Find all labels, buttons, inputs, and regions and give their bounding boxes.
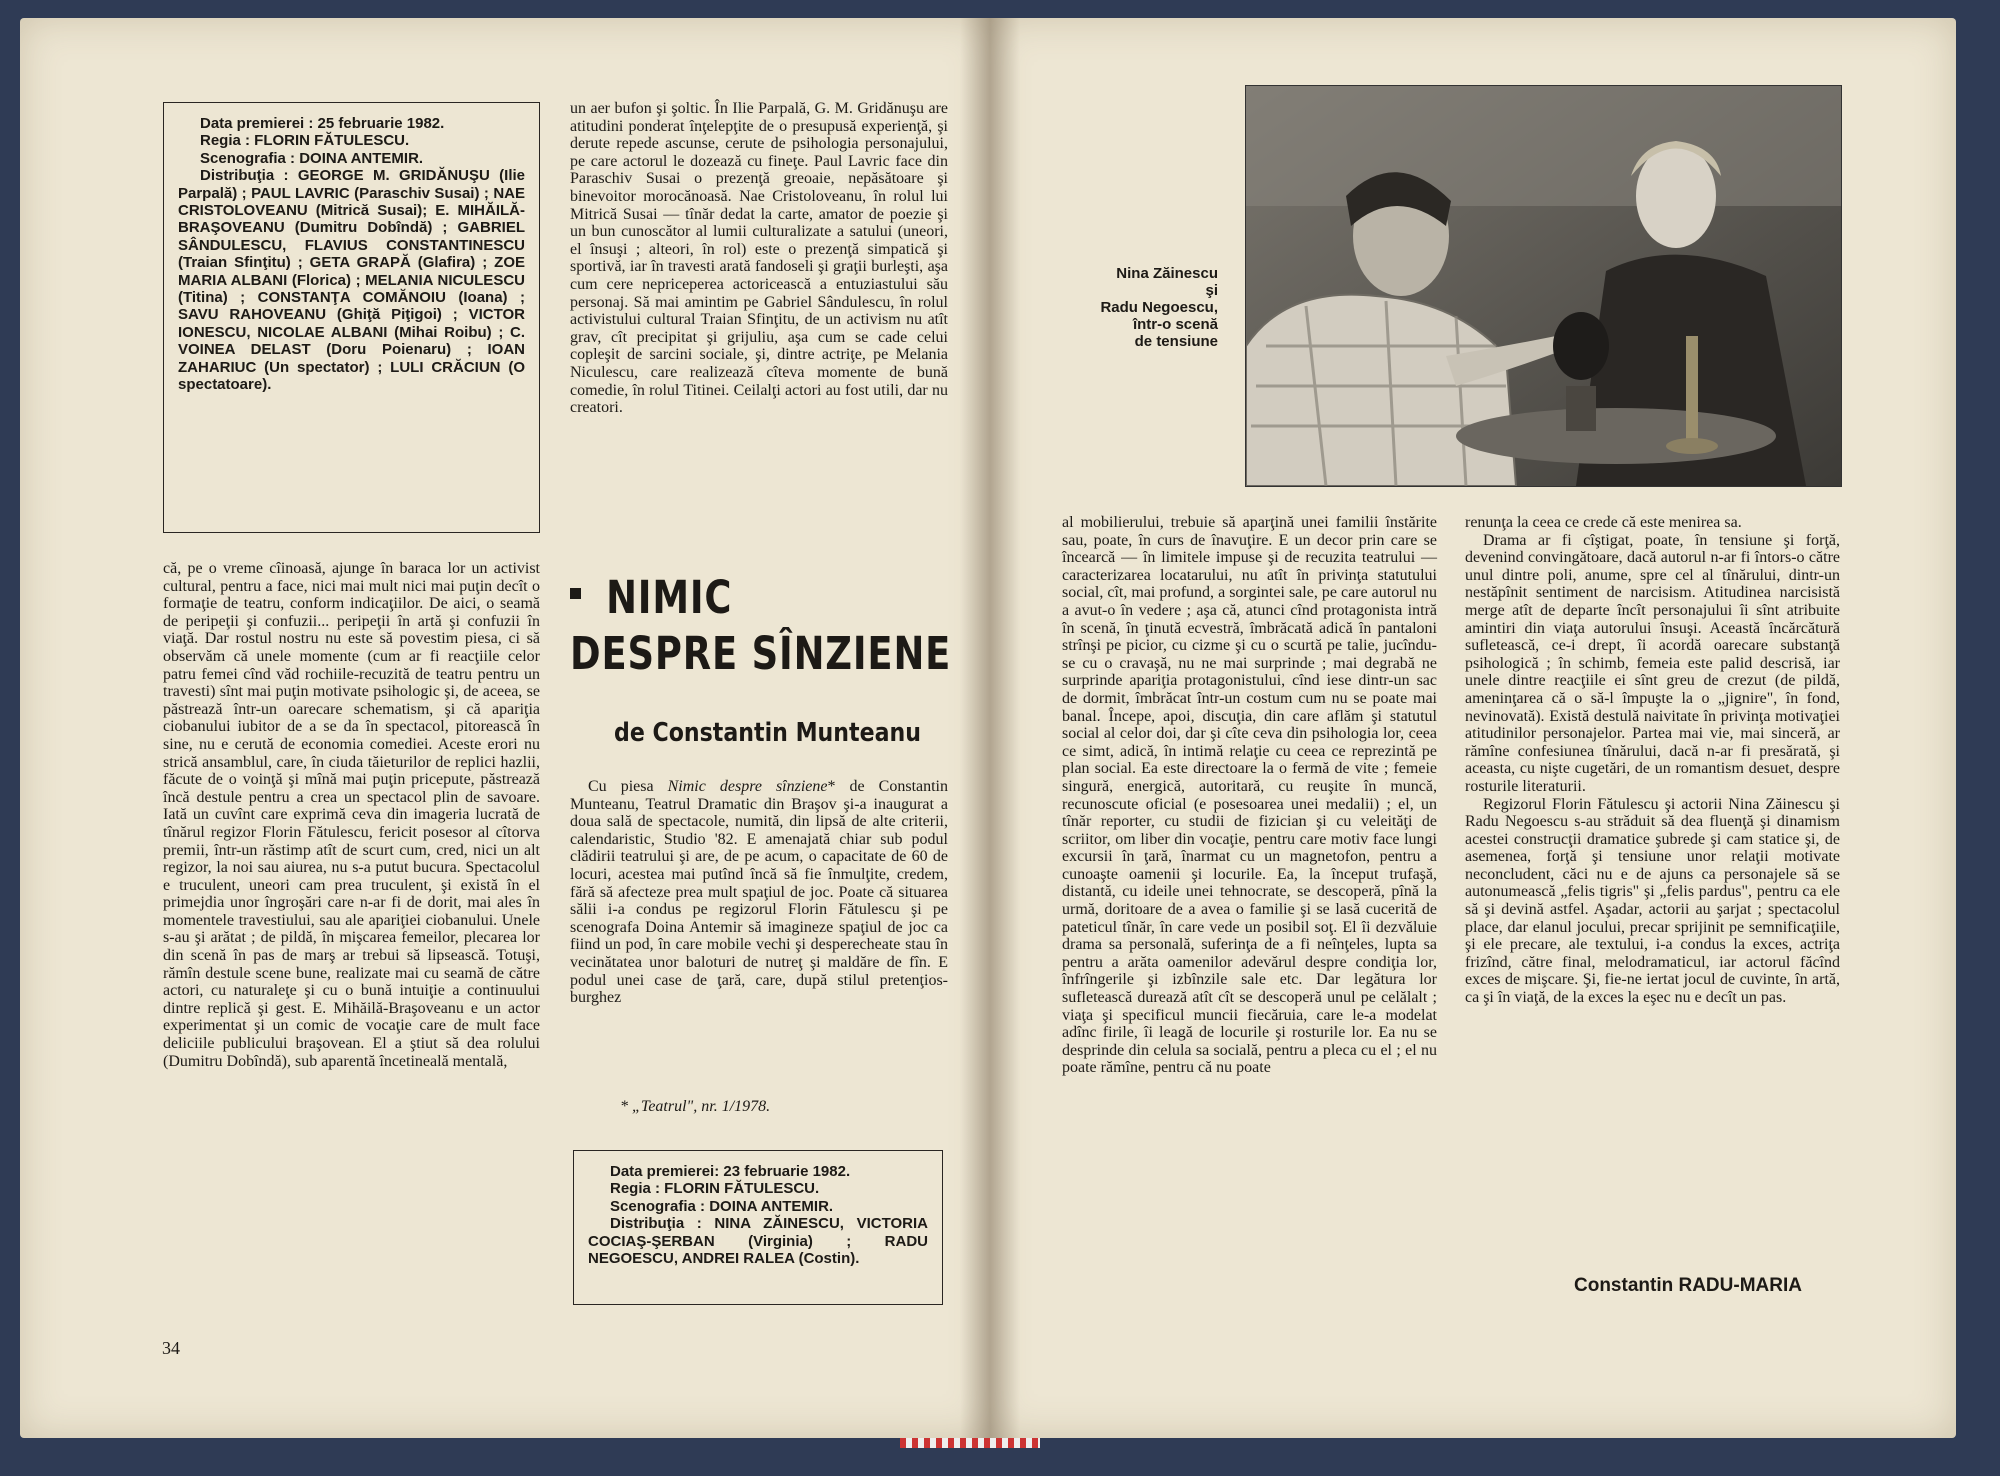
credits-line: Data premierei: 23 februarie 1982.: [610, 1163, 851, 1180]
photo-caption: [1080, 265, 1218, 350]
stage-photo-illustration: [1246, 86, 1841, 486]
credits-line: Distribuţia : NINA ZĂINESCU, VICTORIA COCIAŞ-ŞERBAN (Virginia) ; RADU NEGOESCU, ANDREI RALEA (Costin).: [588, 1215, 928, 1268]
article-title: [570, 570, 970, 682]
intro-text: * de Constantin Munteanu, Teatrul Dramatic din Braşov şi-a inaugurat a doua sală de spectacole, numită, din lipsă de alte criterii, calendaristic, Studio '82. E amenajată chiar sub podul clădirii teatrului şi are, de pe acum, o capacitate de 60 de locuri, acestea mai putînd încă să fie înmulţite, credem, fără să afecteze prea mult spaţiul de joc. Poate că situarea sălii i-a condus pe regizorul Florin Fătulescu şi pe scenografa Doina Antemir să imagineze spaţiul de joc ca fiind un pod, în care mobile vechi şi desperecheate stau în vecinătatea unor baloturi de nutreţ şi maldăre de fîn. E podul unei case de ţară, care, după stilul pretenţios-burghez: [570, 778, 948, 1007]
page-gutter: [960, 18, 1020, 1438]
article-column-4: [1465, 514, 1840, 1254]
title-line-1: NIMIC: [606, 571, 733, 624]
footnote: * „Teatrul", nr. 1/1978.: [620, 1098, 771, 1115]
caption-line: Radu Negoescu,: [1100, 299, 1218, 316]
article-column-3: [1062, 514, 1437, 1304]
credits-box-premiere-1: [163, 102, 540, 533]
caption-line: într-o scenă: [1132, 316, 1218, 333]
caption-line: de tensiune: [1134, 333, 1218, 350]
credits-line: Scenografia : DOINA ANTEMIR.: [610, 1197, 834, 1215]
credits-line: Distribuţia : GEORGE M. GRIDĂNUŞU (Ilie Parpală) ; PAUL LAVRIC (Paraschiv Susai) ; NAE CRISTOLOVEANU (Mitrică Susai); E. MIHĂILĂ-BRAŞOVEANU (Dumitru Dobîndă) ; GABRIEL SÂNDULESCU, FLAVIUS CONSTANTINESCU (Traian Sfinţitu) ; GETA GRAPĂ (Glafira) ; ZOE MARIA ALBANI (Florica) ; MELANIA NICULESCU (Titina) ; CONSTANŢA COMĂNOIU (Ioana) ; SAVU RAHOVEANU (Ghiţă Piţigoi) ; VICTOR IONESCU, NICOLAE ALBANI (Mihai Roibu) ; C. VOINEA DELAST (Doru Poienaru) ; IOAN ZAHARIUC (Un spectator) ; LULI CRĂCIUN (O spectatoare).: [178, 167, 525, 394]
binding-stitch: [900, 1438, 1040, 1448]
play-title: Nimic despre sînziene: [667, 778, 828, 795]
article-column-1: [163, 560, 540, 1320]
article-text: un aer bufon şi şoltic. În Ilie Parpală, G. M. Gridănuşu are atitudini ponderat înţelepţite de o presupusă experienţă, şi derute repede ascunse, cerute de psihologia personajului, pe care actorul le dozează cu fineţe. Paul Lavric face din Paraschiv Susai o prezenţă greoaie, nepăsătoare şi binevoitor morocănoasă. Nae Cristoloveanu, în rolul lui Mitrică Susai — tînăr dedat la carte, amator de poezie şi un bun cunoscător al lumii culturalizate a satului (uneori, el însuşi ; alteori, în rol) este o prezenţă simpatică şi sportivă, iar în travesti arată fandoseli şi graţii burleşti, aşa cum cere nepriceperea actoricească a entuziastului său personaj. Să mai amintim pe Gabriel Sândulescu, în rolul activistului cultural Traian Sfinţitu, de un activism nu atît grav, cît precipitat şi grijuliu, aşa cum se cade celui copleşit de sarcini sociale, şi, dintre actriţe, pe Melania Niculescu, care realizează cîteva momente de bună comedie, în rolul Titinei. Ceilalţi actori au fost utili, dar nu creatori.: [570, 100, 948, 417]
article-byline: de Constantin Munteanu: [614, 718, 921, 748]
intro-text: Cu piesa: [588, 778, 668, 795]
article-text: Drama ar fi cîştigat, poate, în tensiune şi forţă, devenind convingătoare, dacă autorul n-ar fi întors-o către unul dintre poli, anume, spre cel al tînărului, dintr-un nestăpînit sentiment de narcisism. Atitudinea narcisistă merge atît de departe încît personajului îi sînt atribuite amintiri din viaţa autorului însuşi. Această încărcătură sufletească, ce-i drept, îi acordă oarecare substanţă psihologică ; în schimb, femeia este palid descrisă, iar unele dintre reacţiile ei sînt greu de crezut (de pildă, ameninţarea că o să-l împuşte la o „jignire", în fond, nevinovată). Există destulă naivitate în privinţa motivaţiei atitudinilor personajelor. Partea mai vie, mai sinceră, ar rămîne confesiunea tînărului, dacă n-ar fi presărată, şi aceasta, cu nişte cugetări, de un romantism desuet, despre rosturile literaturii.: [1465, 531, 1840, 795]
page-number: 34: [162, 1338, 180, 1358]
article-text: că, pe o vreme cîinoasă, ajunge în baraca lor un activist cultural, pentru a face, nici mai mult nici mai puţin decît o formaţie de teatru, conform indicaţiilor. De aici, o seamă de peripeţii şi confuzii... peripeţii în artă şi confuzii în viaţă. Dar rostul nostru nu este să povestim piesa, ci să observăm că unele momente (cum ar fi reacţiile celor patru femei cînd văd rochiile-recuzită de teatru pentru un travesti) sînt mai puţin motivate psihologic şi, de aceea, se păstrează într-un oarecare schematism, şi că apariţia ciobanului iubitor de a se da în spectacol, pitorească în sine, nu e cerută de economia comediei. Aceste erori nu strică ansamblul, care, în ciuda tăieturilor de replici hazlii, făcute de o voinţă şi mînă mai puţin pricepute, păstrează încă destule pentru a crea un spectacol plin de savoare. Iată un cuvînt care exprimă ceva din imageria lucrată de tînărul regizor Florin Fătulescu, fericit posesor al cîtorva premii, într-un răstimp atît de scurt cum, cred, nici un alt regizor, la noi sau aiurea, nu s-a putut bucura. Spectacolul e truculent, uneori cam prea truculent, şi există în el primejdia unor îngroşări care n-ar fi de dorit, mai ales în momentele travestiului, sau ale apariţiei ciobanului. Unele s-au şi arătat ; de pildă, în mişcarea femeilor, plecarea lor din scenă în pas de marş ar trebui să lipsească. Totuşi, rămîn destule scene bune, realizate mai cu seamă de către actori, cu naturaleţe şi cu o bună intuiţie a continuului dintre replică şi gest. E. Mihăilă-Braşoveanu e un actor experimentat şi un comic de vocaţie care de mult face deliciile publicului braşovean. El a ştiut să dea rolului (Dumitru Dobîndă), sub aparentă încetineală mentală,: [163, 560, 540, 1070]
author-signature: Constantin RADU-MARIA: [1574, 1275, 1802, 1296]
intro-paragraph: [570, 778, 948, 1007]
article-column-2: [570, 100, 948, 540]
credits-line: Scenografia : DOINA ANTEMIR.: [200, 149, 424, 167]
credits-line: Data premierei : 25 februarie 1982.: [200, 115, 445, 132]
article-text: renunţa la ceea ce crede că este menirea sa.: [1465, 514, 1742, 531]
title-line-2: DESPRE SÎNZIENE: [570, 627, 952, 680]
credits-line: Regia : FLORIN FĂTULESCU.: [610, 1180, 820, 1198]
caption-line: Nina Zăinescu: [1116, 265, 1218, 282]
article-text: al mobilierului, trebuie să aparţină unei familii înstărite sau, poate, în curs de înavuţire. E un decor prin care se încearcă — în limitele impuse şi de recuzita teatrului — caracterizarea locatarului, nu atît în privinţa statutului social, cît, mai profund, a sorgintei sale, pe care autorul nu a avut-o în vedere ; aşa că, atunci cînd protagonista intră în scenă, în ţinută ecvestră, îmbrăcată adică în pantaloni strînşi pe picior, cu cizme şi cu o scurtă pe talie, jucîndu-se cu o cravaşă, nu ne mai surprinde ; mai degrabă ne surprinde apariţia protagonistului, cînd iese dintr-un sac de dormit, îmbrăcat într-un costum cum nu se poate mai banal. Începe, apoi, discuţia, din care aflăm şi statutul social al celor doi, dar şi cîte ceva din psihologia lor, ceea ce simt, adică, în intimă relaţie cu ceea ce reprezintă pe plan social. Ea este directoare la o fermă de vite ; femeie singură, energică, autoritară, cu reuşite în muncă, recunoscute oficial (e posesoarea unei medalii) ; el, un tînăr reporter, cu studii de fizician şi cu veleităţi de scriitor, om liber din vocaţie, pentru care motiv face lungi excursii în ţară, înarmat cu un magnetofon, pentru a cunoaşte oamenii şi locurile. Ea, la început trufaşă, distantă, cu ideile unei tehnocrate, se descoperă, pînă la urmă, doritoare de a avea o familie şi se lasă cucerită de pateticul tînăr, în care vede un posibil soţ. El îi dezvăluie drama sa personală, suferinţa de a fi neînţeles, lupta sa pentru a arăta oamenilor adevărul despre condiţia lor, înfrîngerile şi izbînzile sale etc. Dar legătura lor sufletească durează atît cît se descoperă unul pe celălalt ; viaţa şi specificul muncii fiecăruia, care le-a modelat adînc firile, îi leagă de locurile şi rosturile lor. Ea nu se desprinde din celula sa socială, pentru a pleca cu el ; el nu poate rămîne, pentru că nu poate: [1062, 514, 1437, 1077]
article-intro: [570, 778, 948, 1088]
credits-line: Regia : FLORIN FĂTULESCU.: [200, 132, 410, 150]
article-text: Regizorul Florin Fătulescu şi actorii Nina Zăinescu şi Radu Negoescu s-au străduit să dea fluenţă şi dinamism acestei construcţii dramatice şubrede şi cam statice şi, de asemenea, forţă şi tensiune unor relaţii motivate neconcludent, căci nu e de ajuns ca personajele să se autonumească „felis tigris" şi „felis pardus", pentru ca ele să şi devină astfel. Aşadar, actorii au şarjat ; spectacolul place, dar elanul jocului, precar sprijinit pe semnificaţiile, şi ele precare, ale textului, i-a condus la exces, actriţa frizînd, către final, melodramaticul, iar actorul făcînd exces de mişcare. Şi, fie-ne iertat jocul de cuvinte, în artă, ca şi în viaţă, de la exces la eşec nu e decît un pas.: [1465, 795, 1840, 1007]
stage-photo: [1245, 85, 1842, 487]
caption-line: şi: [1205, 282, 1218, 299]
credits-box-premiere-2: [573, 1150, 943, 1305]
